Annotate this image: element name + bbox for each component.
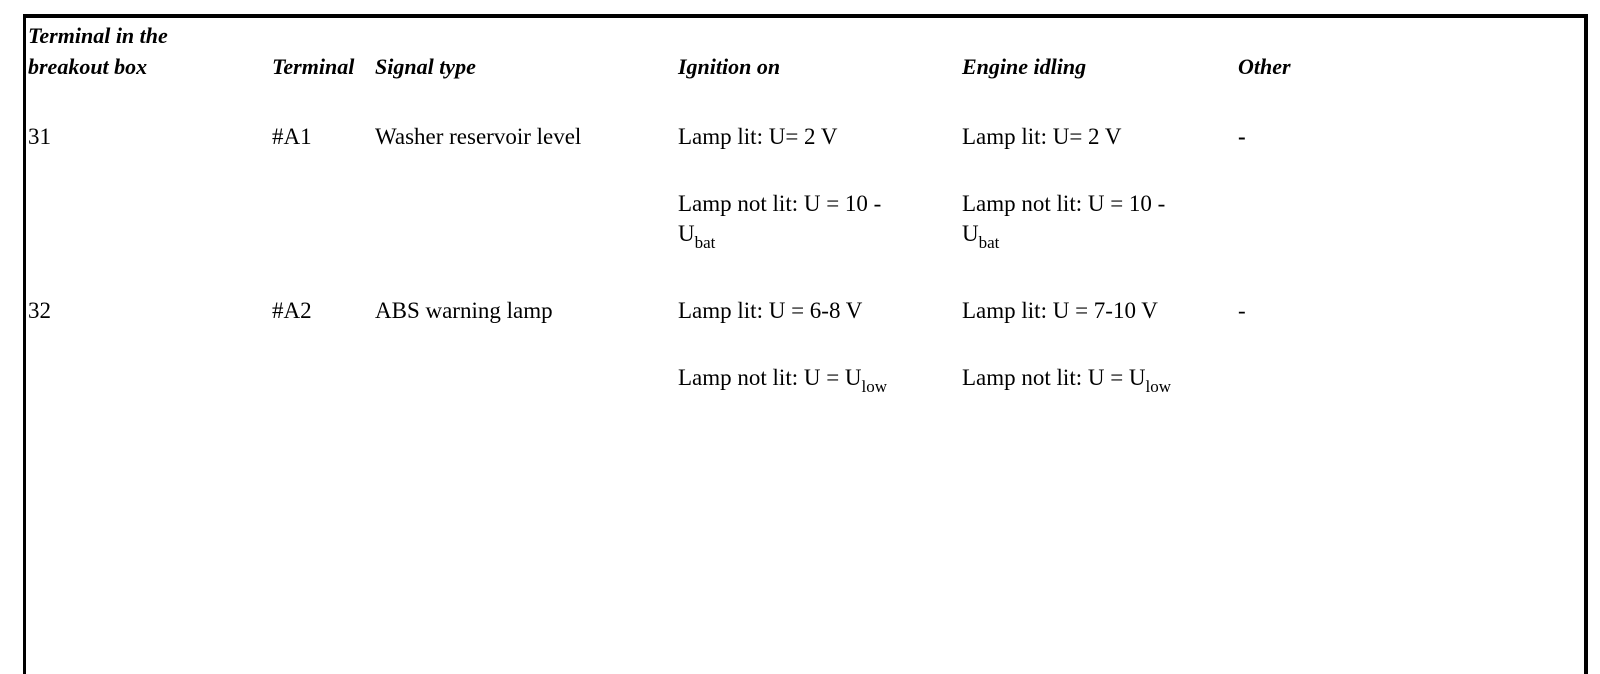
row2-idling-not-lit: Lamp not lit: $U = U_{low}$ (962, 365, 1172, 396)
header-terminal: Terminal (272, 54, 355, 79)
header-ignition-on: Ignition on (678, 54, 781, 79)
row1-idling-not-lit-b: $U_{bat}$ (962, 221, 1000, 252)
header-breakout-box-line2: breakout box (28, 54, 148, 79)
row1-idling-lit: Lamp lit: U= 2 V (962, 124, 1122, 149)
header-signal-type: Signal type (375, 54, 476, 79)
table-frame (23, 14, 1588, 674)
row1-ignition-not-lit-a: Lamp not lit: U = 10 - (678, 191, 882, 216)
row1-ignition-lit: Lamp lit: U= 2 V (678, 124, 838, 149)
row1-signal-type: Washer reservoir level (375, 124, 582, 149)
row2-ignition-lit: Lamp lit: U = 6-8 V (678, 298, 863, 323)
header-breakout-box-line1: Terminal in the (28, 23, 168, 48)
row2-ignition-not-lit: Lamp not lit: $U = U_{low}$ (678, 365, 888, 396)
row2-other: - (1238, 298, 1246, 323)
header-other: Other (1238, 54, 1291, 79)
row2-idling-lit: Lamp lit: U = 7-10 V (962, 298, 1158, 323)
row1-breakout-terminal: 31 (28, 124, 51, 149)
row2-breakout-terminal: 32 (28, 298, 51, 323)
row2-terminal: #A2 (272, 298, 312, 323)
row2-signal-type: ABS warning lamp (375, 298, 553, 323)
row1-other: - (1238, 124, 1246, 149)
row1-idling-not-lit-a: Lamp not lit: U = 10 - (962, 191, 1166, 216)
row1-terminal: #A1 (272, 124, 312, 149)
header-engine-idling: Engine idling (962, 54, 1087, 79)
row1-ignition-not-lit-b: $U_{bat}$ (678, 221, 716, 252)
